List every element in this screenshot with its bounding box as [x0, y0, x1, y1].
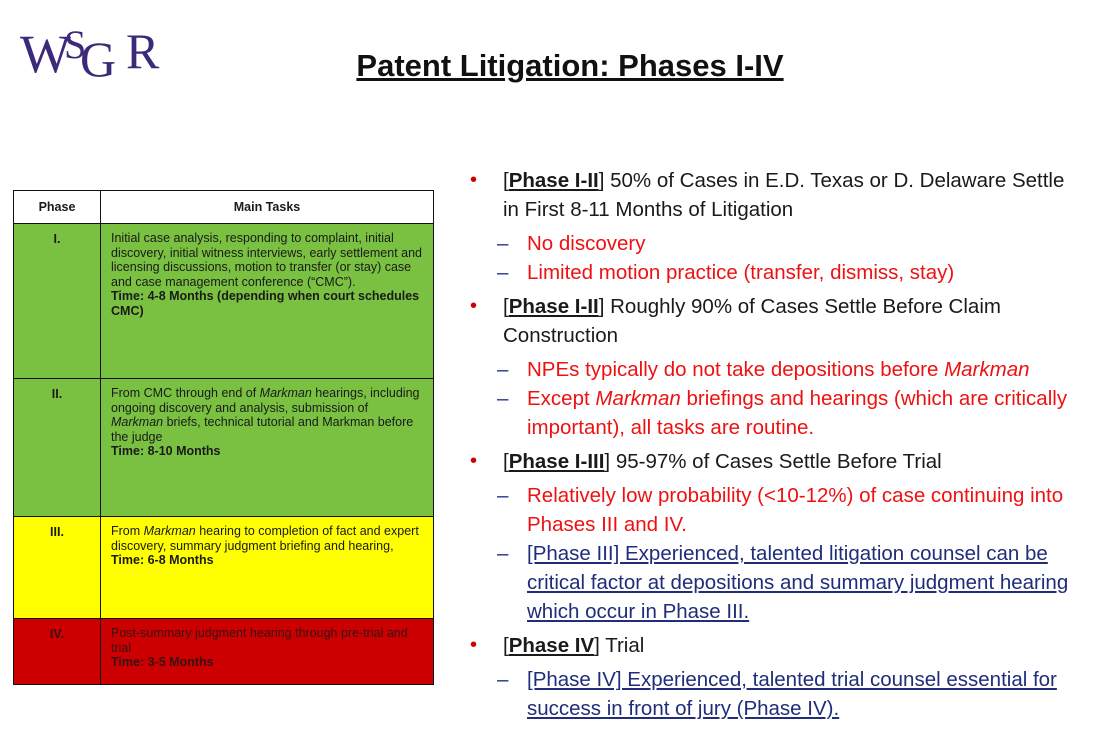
phases-table [13, 190, 434, 685]
phase-time: Time: 3-5 Months [111, 655, 214, 669]
bullet-dot-icon: • [470, 634, 478, 656]
phase-label: IV. [14, 619, 101, 685]
bullet-dot-icon: • [470, 295, 478, 317]
dash-icon: – [497, 387, 509, 410]
bullet-list [470, 166, 1080, 723]
bullet-item: • [Phase I-II] Roughly 90% of Cases Settle Before Claim Construction [470, 292, 1080, 350]
tasks-italic: Markman [111, 415, 164, 429]
table-header-row [14, 191, 434, 224]
tasks-text: Initial case analysis, responding to complaint, initial discovery, initial witness interviews, early settlement and licensing discussions, motion to transfer (or stay) case and case management conference (“CMC”). [111, 231, 423, 289]
tasks-text: hearings, including ongoing discovery and analysis, submission of [111, 386, 420, 415]
sub-bullet: – Relatively low probability (<10-12%) of case continuing into Phases III and IV. [470, 481, 1080, 539]
tasks-text: Post-summary judgment hearing through pre-trial and trial [111, 626, 408, 655]
sub-bullet: – No discovery [470, 229, 1080, 258]
bullet-item: • [Phase I-II] 50% of Cases in E.D. Texas or D. Delaware Settle in First 8-11 Months of Litigation [470, 166, 1080, 224]
bullet-item: • [Phase I-III] 95-97% of Cases Settle Before Trial [470, 447, 1080, 476]
bullet-text: 95-97% of Cases Settle Before Trial [610, 450, 942, 473]
bullet-text: Roughly 90% of Cases Settle Before Claim Construction [503, 295, 1001, 347]
phase-tag: Phase I-II [508, 295, 599, 318]
column-header-phase: Phase [14, 191, 101, 224]
dash-icon: – [497, 232, 509, 255]
tasks-italic: Markman [259, 386, 312, 400]
dash-icon: – [497, 542, 509, 565]
dash-icon: – [497, 668, 509, 691]
phase-tasks [101, 619, 434, 685]
tasks-text: briefs, technical tutorial and Markman before the judge [111, 415, 414, 444]
table-row-phase-1 [14, 224, 434, 379]
bullet-text: Trial [599, 634, 645, 657]
phase-tag: Phase I-II [508, 169, 599, 192]
svg-text:S: S [64, 22, 87, 67]
page-title: Patent Litigation: Phases I-IV [356, 48, 784, 83]
phase-tasks [101, 517, 434, 619]
table-row-phase-4 [14, 619, 434, 685]
dash-icon: – [497, 261, 509, 284]
phase-time: Time: 8-10 Months [111, 444, 221, 458]
bullet-item: • [Phase IV] Trial [470, 631, 1080, 660]
sub-bullet-link[interactable]: – [Phase III] Experienced, talented litigation counsel can be critical factor at depositions and summary judgment hearing which occur in Phase III. [470, 539, 1080, 626]
phase-tasks [101, 379, 434, 517]
svg-text:R: R [126, 23, 160, 79]
table-row-phase-3 [14, 517, 434, 619]
tasks-text: From CMC through end of [111, 386, 260, 400]
phase-time: Time: 4-8 Months (depending when court schedules CMC) [111, 289, 420, 318]
bullet-dot-icon: • [470, 169, 478, 191]
tasks-text: hearing to completion of fact and expert discovery, summary judgment briefing and hearing, [111, 524, 419, 553]
phase-time: Time: 6-8 Months [111, 553, 214, 567]
sub-bullet: – Except Markman briefings and hearings (which are critically important), all tasks are routine. [470, 384, 1080, 442]
bullet-text: 50% of Cases in E.D. Texas or D. Delaware Settle in First 8-11 Months of Litigation [503, 169, 1065, 221]
dash-icon: – [497, 358, 509, 381]
dash-icon: – [497, 484, 509, 507]
phase-label: I. [14, 224, 101, 379]
tasks-text: From [111, 524, 144, 538]
sub-bullet: – Limited motion practice (transfer, dismiss, stay) [470, 258, 1080, 287]
svg-text:W: W [20, 24, 71, 84]
bullet-dot-icon: • [470, 450, 478, 472]
tasks-italic: Markman [143, 524, 196, 538]
phase-label: II. [14, 379, 101, 517]
sub-bullet-link[interactable]: – [Phase IV] Experienced, talented trial counsel essential for success in front of jury (Phase IV). [470, 665, 1080, 723]
sub-bullet: – NPEs typically do not take depositions before Markman [470, 355, 1080, 384]
wsgr-logo [18, 10, 188, 90]
phase-tag: Phase IV [508, 634, 595, 657]
svg-text:G: G [80, 31, 117, 87]
phase-tag: Phase I-III [508, 450, 605, 473]
phase-tasks [101, 224, 434, 379]
phase-label: III. [14, 517, 101, 619]
table-row-phase-2 [14, 379, 434, 517]
column-header-main-tasks: Main Tasks [101, 191, 434, 224]
